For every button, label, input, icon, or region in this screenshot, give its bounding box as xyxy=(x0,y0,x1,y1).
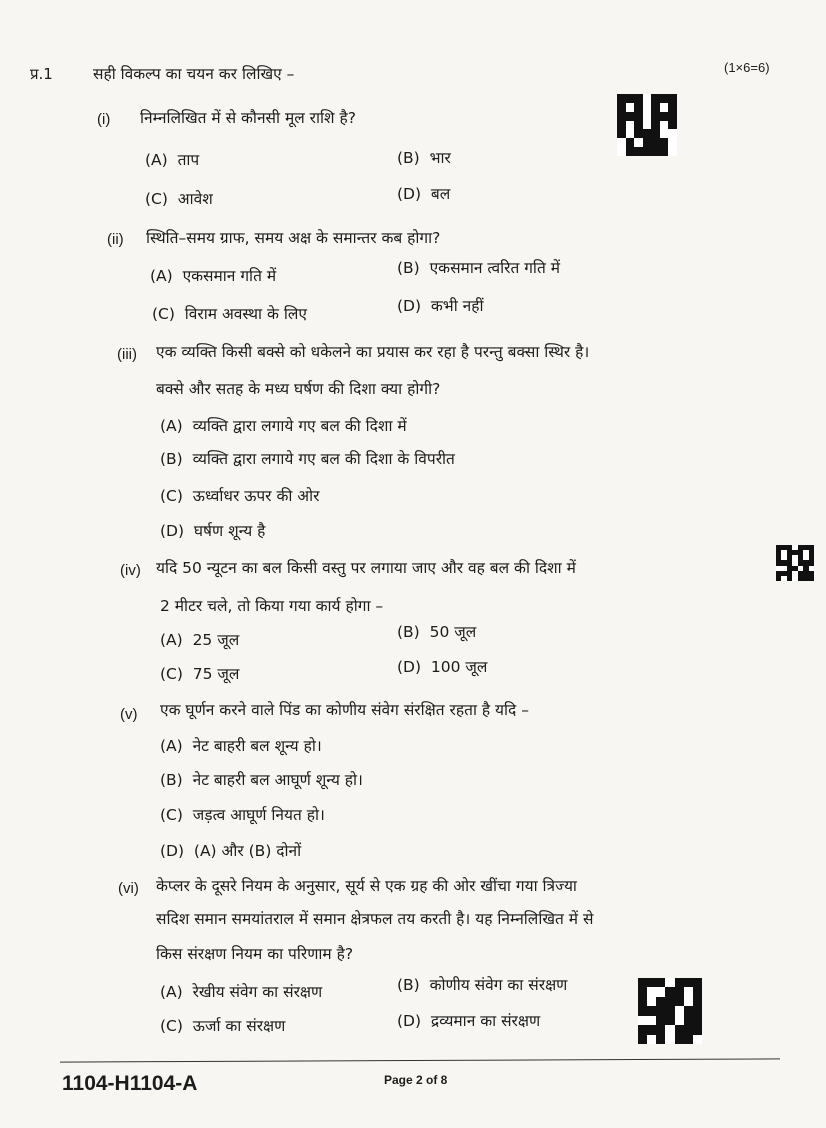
q1-option-b: (B) भार xyxy=(397,149,451,167)
marks-label: (1×6=6) xyxy=(724,60,770,75)
question-2-number: (ii) xyxy=(107,231,124,248)
page-number: Page 2 of 8 xyxy=(384,1073,448,1087)
question-4-text-line1: यदि 50 न्यूटन का बल किसी वस्तु पर लगाया जाए और वह बल की दिशा में xyxy=(156,559,576,577)
question-6-number: (vi) xyxy=(118,880,139,897)
q5-option-c: (C) जड़त्व आघूर्ण नियत हो। xyxy=(160,806,325,824)
qr-code-top xyxy=(617,94,677,156)
q6-option-d: (D) द्रव्यमान का संरक्षण xyxy=(397,1012,541,1030)
q2-option-c: (C) विराम अवस्था के लिए xyxy=(152,305,307,323)
q2-option-b: (B) एकसमान त्वरित गति में xyxy=(397,259,560,277)
question-2-text: स्थिति–समय ग्राफ, समय अक्ष के समान्तर कब होगा? xyxy=(146,229,441,247)
question-4-text-line2: 2 मीटर चले, तो किया गया कार्य होगा – xyxy=(160,597,384,615)
q4-option-b: (B) 50 जूल xyxy=(397,623,477,641)
q6-option-b: (B) कोणीय संवेग का संरक्षण xyxy=(397,976,568,994)
question-3-text-line1: एक व्यक्ति किसी बक्से को धकेलने का प्रयास कर रहा है परन्तु बक्सा स्थिर है। xyxy=(156,343,590,361)
q3-option-c: (C) ऊर्ध्वाधर ऊपर की ओर xyxy=(160,487,320,505)
q5-option-b: (B) नेट बाहरी बल आघूर्ण शून्य हो। xyxy=(160,771,363,789)
q3-option-d: (D) घर्षण शून्य है xyxy=(160,522,266,540)
question-5-text: एक घूर्णन करने वाले पिंड का कोणीय संवेग संरक्षित रहता है यदि – xyxy=(160,701,529,719)
q6-option-a: (A) रेखीय संवेग का संरक्षण xyxy=(160,983,323,1001)
question-1-number: (i) xyxy=(97,111,111,128)
question-6-text-line2: सदिश समान समयांतराल में समान क्षेत्रफल तय करती है। यह निम्नलिखित में से xyxy=(156,910,594,928)
question-6-text-line1: केप्लर के दूसरे नियम के अनुसार, सूर्य से एक ग्रह की ओर खींचा गया त्रिज्या xyxy=(156,877,577,895)
question-3-number: (iii) xyxy=(117,346,137,363)
question-4-number: (iv) xyxy=(120,562,141,579)
q1-option-a: (A) ताप xyxy=(145,151,200,169)
paper-code: 1104-H1104-A xyxy=(62,1072,198,1095)
question-1-text: निम्नलिखित में से कौनसी मूल राशि है? xyxy=(140,109,356,127)
q5-option-d: (D) (A) और (B) दोनों xyxy=(160,842,302,860)
question-number: प्र.1 xyxy=(30,65,53,83)
q1-option-d: (D) बल xyxy=(397,185,451,203)
instruction-text: सही विकल्प का चयन कर लिखिए – xyxy=(93,65,295,83)
question-3-text-line2: बक्से और सतह के मध्य घर्षण की दिशा क्या होगी? xyxy=(156,380,441,398)
q2-option-a: (A) एकसमान गति में xyxy=(150,267,277,285)
q3-option-a: (A) व्यक्ति द्वारा लगाये गए बल की दिशा में xyxy=(160,417,407,435)
q2-option-d: (D) कभी नहीं xyxy=(397,297,484,315)
question-6-text-line3: किस संरक्षण नियम का परिणाम है? xyxy=(156,945,354,963)
q5-option-a: (A) नेट बाहरी बल शून्य हो। xyxy=(160,737,322,755)
footer-divider xyxy=(60,1058,780,1062)
qr-code-bottom xyxy=(638,978,702,1044)
q1-option-c: (C) आवेश xyxy=(145,190,213,208)
q4-option-c: (C) 75 जूल xyxy=(160,665,240,683)
q4-option-a: (A) 25 जूल xyxy=(160,631,240,649)
question-5-number: (v) xyxy=(120,706,138,723)
q4-option-d: (D) 100 जूल xyxy=(397,658,488,676)
q6-option-c: (C) ऊर्जा का संरक्षण xyxy=(160,1017,286,1035)
q3-option-b: (B) व्यक्ति द्वारा लगाये गए बल की दिशा के विपरीत xyxy=(160,450,455,468)
qr-code-side xyxy=(776,545,814,581)
